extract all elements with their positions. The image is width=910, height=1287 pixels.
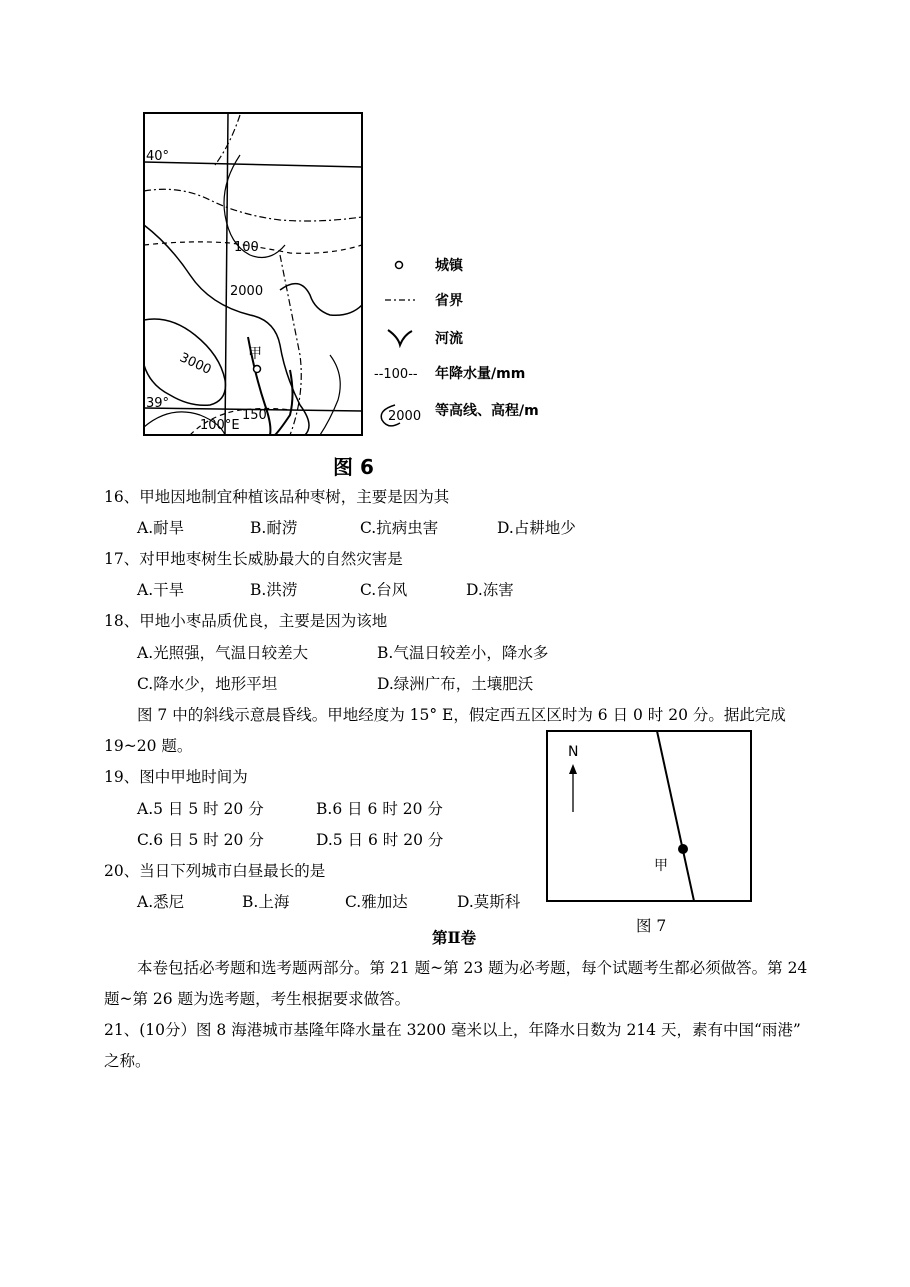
jia-point (678, 844, 688, 854)
label-elev-3000: 3000 (177, 350, 214, 378)
label-lat-39: 39° (146, 396, 170, 411)
north-label: N (568, 744, 579, 760)
q21-line2: 之称。 (104, 1052, 151, 1070)
figure7-place-label: 甲 (654, 858, 668, 874)
figure6-map (130, 105, 570, 445)
intro7-line2: 19~20 题。 (104, 737, 193, 755)
label-elev-2000: 2000 (230, 284, 264, 299)
q19-option-d: D.5 日 6 时 20 分 (316, 831, 444, 849)
legend-river-icon (388, 330, 412, 345)
legend-contour-label: 等高线、高程/m (435, 403, 539, 419)
q19-option-b: B.6 日 6 时 20 分 (316, 800, 443, 818)
q18-option-a: A.光照强，气温日较差大 (137, 644, 309, 662)
q20-stem: 20、当日下列城市白昼最长的是 (104, 862, 326, 880)
q20-option-a: A.悉尼 (137, 893, 185, 911)
latitude-40-line (144, 162, 362, 167)
legend-town-label: 城镇 (435, 258, 463, 274)
q17-stem: 17、对甲地枣树生长威胁最大的自然灾害是 (104, 550, 403, 568)
q19-stem: 19、图中甲地时间为 (104, 768, 248, 786)
contour-right (320, 355, 340, 435)
label-lon-100: 100°E (200, 418, 240, 433)
q21-line1: 21、(10分）图 8 海港城市基隆年降水量在 3200 毫米以上，年降水日数为 214 天，素有中国“雨港” (104, 1021, 801, 1039)
q20-option-d: D.莫斯科 (457, 893, 521, 911)
legend-contour-sample: 2000 (388, 409, 422, 424)
q17-option-d: D.冻害 (466, 581, 514, 599)
q16-option-b: B.耐涝 (250, 519, 298, 537)
label-lat-40: 40° (146, 149, 170, 164)
q19-option-c: C.6 日 5 时 20 分 (137, 831, 264, 849)
figure7-diagram (546, 730, 752, 902)
figure6-caption: 图 6 (333, 455, 374, 479)
q18-option-b: B.气温日较差小，降水多 (377, 644, 549, 662)
legend-town-icon (396, 262, 403, 269)
q16-option-a: A.耐旱 (137, 519, 185, 537)
q18-option-c: C.降水少，地形平坦 (137, 675, 278, 693)
q17-option-b: B.洪涝 (250, 581, 298, 599)
q19-option-a: A.5 日 5 时 20 分 (137, 800, 264, 818)
q20-option-b: B.上海 (242, 893, 290, 911)
section2-title: 第Ⅱ卷 (432, 928, 477, 947)
q18-option-d: D.绿洲广布，土壤肥沃 (377, 675, 534, 693)
q20-option-c: C.雅加达 (345, 893, 408, 911)
legend-river-label: 河流 (435, 331, 463, 347)
q16-stem: 16、甲地因地制宜种植该品种枣树，主要是因为其 (104, 488, 450, 506)
legend-precip-label: 年降水量/mm (435, 366, 526, 382)
legend-precip-sample: --100-- (374, 367, 418, 382)
province-border (144, 189, 362, 221)
q17-option-c: C.台风 (360, 581, 408, 599)
label-precip-150: 150 (242, 408, 267, 423)
q18-stem: 18、甲地小枣品质优良，主要是因为该地 (104, 612, 388, 630)
town-jia-marker (254, 366, 261, 373)
contour-2000-b (280, 284, 362, 316)
map-frame (144, 113, 362, 435)
section2-para-line1: 本卷包括必考题和选考题两部分。第 21 题~第 23 题为必考题，每个试题考生都必须做答。第 24 (137, 959, 808, 977)
terminator-line (657, 731, 694, 901)
legend-border-label: 省界 (435, 293, 463, 309)
label-precip-100: 100 (234, 240, 259, 255)
q17-option-a: A.干旱 (137, 581, 185, 599)
q16-option-c: C.抗病虫害 (360, 519, 439, 537)
q16-option-d: D.占耕地少 (497, 519, 576, 537)
figure7-caption: 图 7 (636, 917, 667, 935)
label-place-jia: 甲 (248, 346, 262, 362)
intro7-line1: 图 7 中的斜线示意晨昏线。甲地经度为 15° E，假定西五区区时为 6 日 0 时 20 分。据此完成 (137, 706, 786, 724)
section2-para-line2: 题~第 26 题为选考题，考生根据要求做答。 (104, 990, 411, 1008)
north-arrow-head (569, 764, 577, 774)
